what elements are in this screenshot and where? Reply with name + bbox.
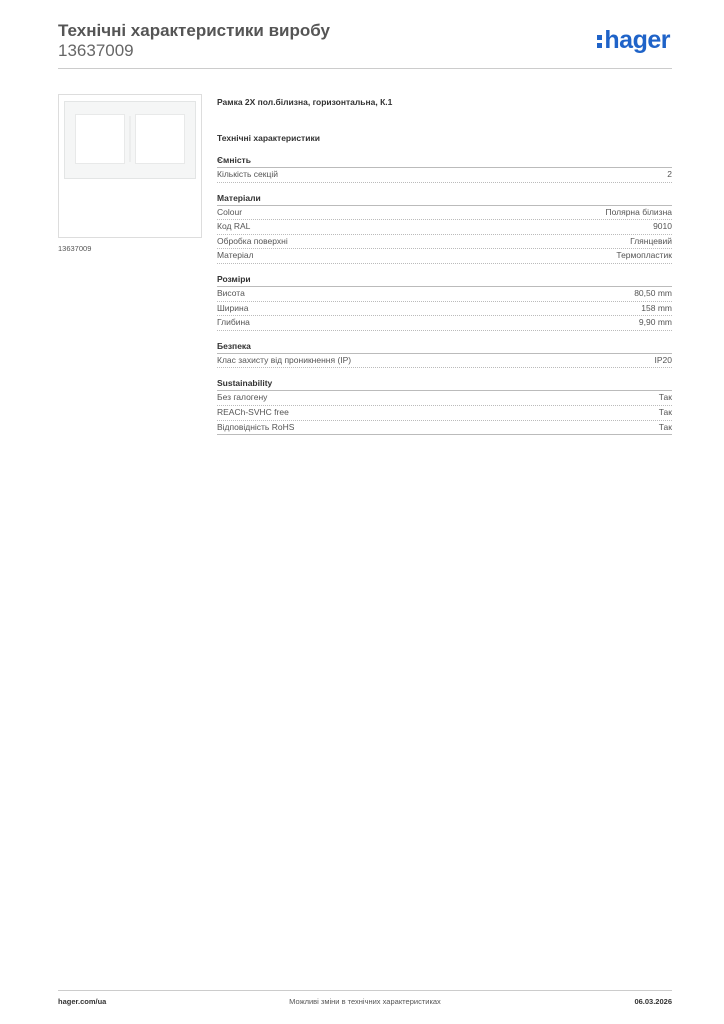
logo-text: hager	[604, 26, 670, 54]
spec-value: Так	[658, 392, 672, 403]
spec-label: Клас захисту від проникнення (IP)	[217, 354, 352, 365]
spec-label: Код RAL	[217, 221, 251, 232]
image-caption: 13637009	[58, 244, 92, 253]
product-image	[58, 94, 202, 238]
spec-label: Обробка поверхні	[217, 235, 288, 246]
spec-groups	[217, 154, 672, 435]
hager-logo[interactable]	[597, 26, 670, 55]
spec-value: IP20	[654, 354, 672, 365]
footer-date: 06.03.2026	[634, 997, 672, 1006]
spec-label: Глибина	[217, 317, 250, 328]
spec-row	[217, 235, 672, 250]
spec-value: Термопластик	[616, 250, 672, 261]
spec-label: Кількість секцій	[217, 169, 278, 179]
frame-opening-left	[75, 114, 125, 164]
page-title: Технічні характеристики виробу	[58, 21, 330, 40]
spec-row	[217, 316, 672, 331]
footer-note: Можливі зміни в технічних характеристиках	[289, 997, 441, 1006]
spec-value: 158 mm	[641, 302, 672, 313]
spec-row	[217, 406, 672, 421]
spec-label: Без галогену	[217, 392, 268, 403]
spec-row	[217, 421, 672, 436]
spec-group-title: Розміри	[217, 273, 672, 287]
footer-website-link[interactable]: hager.com/ua	[58, 997, 107, 1006]
spec-row	[217, 302, 672, 317]
spec-row	[217, 168, 672, 183]
spec-content	[217, 95, 672, 435]
spec-label: Висота	[217, 287, 245, 298]
spec-value: Так	[658, 406, 672, 417]
spec-label: Матеріал	[217, 250, 254, 261]
spec-group	[217, 340, 672, 369]
spec-row	[217, 354, 672, 369]
spec-value: 9,90 mm	[638, 317, 672, 328]
spec-group	[217, 154, 672, 183]
spec-value: 80,50 mm	[634, 287, 672, 298]
spec-row	[217, 220, 672, 235]
spec-label: REACh-SVHC free	[217, 406, 289, 417]
spec-value: Полярна білизна	[605, 206, 672, 217]
spec-row	[217, 249, 672, 264]
footer-divider	[58, 990, 672, 991]
spec-section-title: Технічні характеристики	[217, 133, 320, 143]
spec-label: Colour	[217, 206, 243, 217]
spec-value: 2	[667, 169, 672, 179]
spec-group	[217, 377, 672, 435]
spec-group-title: Безпека	[217, 340, 672, 354]
spec-group-title: Ємність	[217, 154, 672, 168]
spec-value: Глянцевий	[630, 235, 672, 246]
logo-dots-icon	[597, 32, 602, 51]
header-divider	[58, 68, 672, 69]
double-frame-product-photo-icon	[64, 101, 196, 179]
page-header	[58, 20, 672, 70]
page-footer	[58, 997, 672, 1009]
spec-group-title: Матеріали	[217, 192, 672, 206]
frame-divider	[129, 116, 131, 162]
spec-row	[217, 287, 672, 302]
spec-group-title: Sustainability	[217, 377, 672, 391]
product-code-heading: 13637009	[58, 41, 134, 60]
frame-opening-right	[135, 114, 185, 164]
spec-group	[217, 192, 672, 264]
spec-value: 9010	[653, 221, 672, 232]
spec-row	[217, 206, 672, 221]
spec-label: Відповідність RoHS	[217, 421, 295, 432]
product-name: Рамка 2Х пол.білизна, горизонтальна, К.1	[217, 97, 393, 107]
spec-label: Ширина	[217, 302, 249, 313]
spec-value: Так	[658, 421, 672, 432]
spec-group	[217, 273, 672, 331]
spec-row	[217, 391, 672, 406]
